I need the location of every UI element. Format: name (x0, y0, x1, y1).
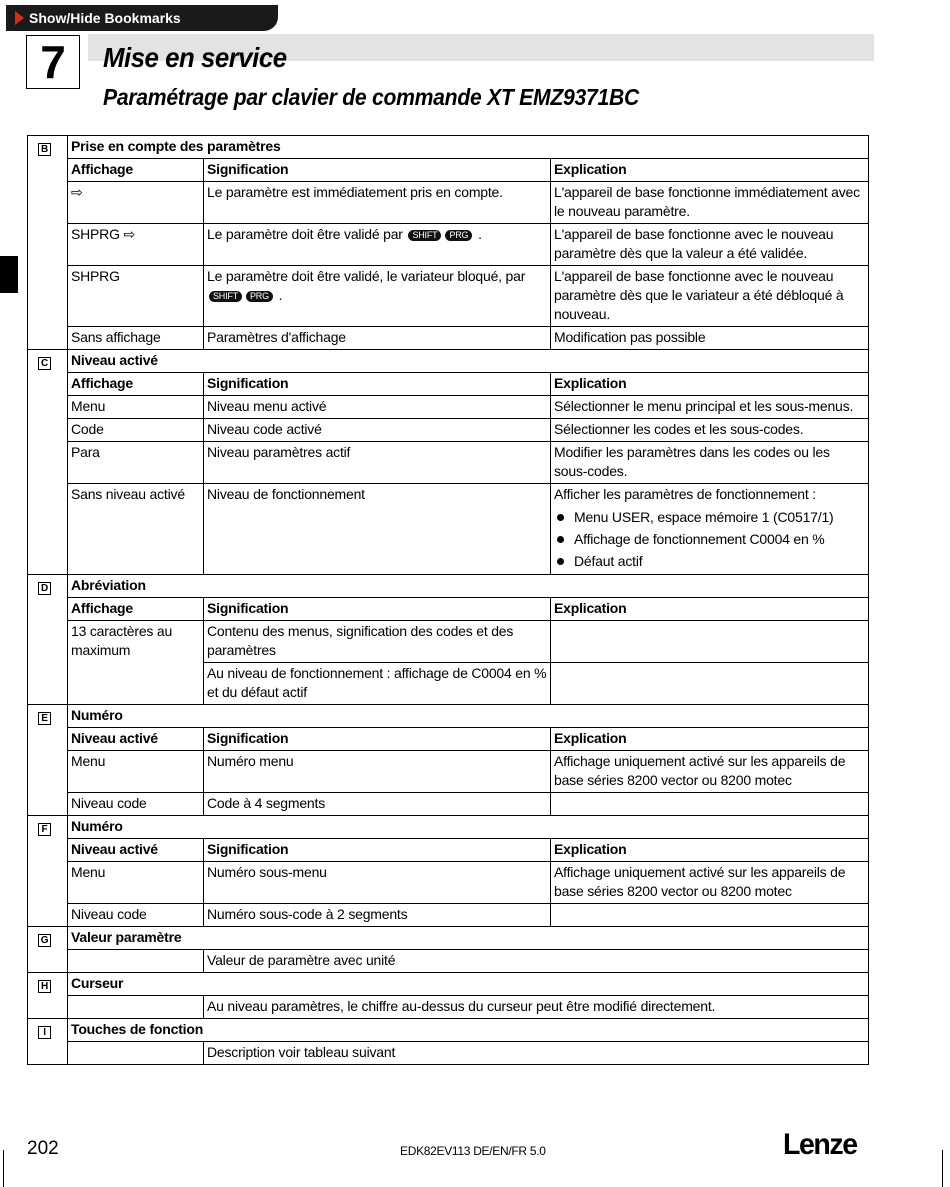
table-cell: Sans niveau activé (68, 484, 204, 575)
prg-key-icon: PRG (445, 230, 472, 241)
prg-key-icon: PRG (246, 291, 273, 302)
section-title: Niveau activé (68, 350, 869, 373)
table-cell: Modifier les paramètres dans les codes ou les sous-codes. (551, 442, 869, 484)
list-item: Affichage de fonctionnement C0004 en % (554, 528, 865, 550)
section-title: Valeur paramètre (68, 927, 869, 950)
document-id: EDK82EV113 DE/EN/FR 5.0 (400, 1144, 546, 1158)
table-cell: Niveau menu activé (204, 396, 551, 419)
column-header: Explication (551, 728, 869, 751)
table-cell: Le paramètre doit être validé par SHIFT PRG . (204, 224, 551, 266)
show-hide-bookmarks-button[interactable] (6, 5, 278, 31)
column-header: Signification (204, 839, 551, 862)
section-letter: I (28, 1019, 68, 1065)
table-cell: Niveau code activé (204, 419, 551, 442)
table-row (28, 793, 869, 816)
table-cell: L'appareil de base fonctionne avec le nouveau paramètre dès que la valeur a été validée. (551, 224, 869, 266)
shift-key-icon: SHIFT (209, 291, 242, 302)
column-header: Explication (551, 598, 869, 621)
table-row (28, 327, 869, 350)
chapter-side-marker (0, 256, 18, 293)
lenze-logo: Lenze (783, 1128, 857, 1161)
table-cell (551, 621, 869, 663)
column-header: Signification (204, 159, 551, 182)
table-cell: L'appareil de base fonctionne immédiatement avec le nouveau paramètre. (551, 182, 869, 224)
table-cell: Modification pas possible (551, 327, 869, 350)
table-row (28, 996, 869, 1019)
table-row (28, 862, 869, 904)
table-cell: Au niveau paramètres, le chiffre au-dessus du curseur peut être modifié directement. (204, 996, 869, 1019)
section-letter: F (28, 816, 68, 927)
table-row (28, 950, 869, 973)
table-cell: Niveau de fonctionnement (204, 484, 551, 575)
section-title: Touches de fonction (68, 1019, 869, 1042)
section-title: Numéro (68, 816, 869, 839)
section-letter: C (28, 350, 68, 575)
table-cell (551, 663, 869, 705)
table-cell (68, 996, 204, 1019)
section-title: Abréviation (68, 575, 869, 598)
column-header: Explication (551, 159, 869, 182)
table-cell: Paramètres d'affichage (204, 327, 551, 350)
section-letter: G (28, 927, 68, 973)
table-row (28, 1042, 869, 1065)
column-header: Affichage (68, 373, 204, 396)
column-header: Explication (551, 839, 869, 862)
column-header: Signification (204, 728, 551, 751)
list-item: Défaut actif (554, 550, 865, 572)
table-row (28, 396, 869, 419)
table-cell: Affichage uniquement activé sur les appareils de base séries 8200 vector ou 8200 motec (551, 862, 869, 904)
column-header: Signification (204, 373, 551, 396)
list-item: Menu USER, espace mémoire 1 (C0517/1) (554, 506, 865, 528)
table-cell (68, 1042, 204, 1065)
table-cell: Affichage uniquement activé sur les appareils de base séries 8200 vector ou 8200 motec (551, 751, 869, 793)
table-cell (68, 950, 204, 973)
table-row (28, 419, 869, 442)
margin-line (942, 1150, 943, 1187)
table-cell: Sans affichage (68, 327, 204, 350)
bookmarks-label: Show/Hide Bookmarks (29, 10, 181, 26)
table-row (28, 751, 869, 793)
table-cell: L'appareil de base fonctionne avec le nouveau paramètre dès que le variateur a été débloqué à nouveau. (551, 266, 869, 327)
shift-key-icon: SHIFT (408, 230, 441, 241)
table-row (28, 182, 869, 224)
table-cell: Para (68, 442, 204, 484)
table-cell: Le paramètre doit être validé, le variateur bloqué, par SHIFT PRG . (204, 266, 551, 327)
column-header: Signification (204, 598, 551, 621)
margin-line (3, 1150, 4, 1187)
table-row (28, 621, 869, 663)
table-cell: Niveau code (68, 793, 204, 816)
table-cell: Description voir tableau suivant (204, 1042, 869, 1065)
page-title: Mise en service (103, 42, 287, 73)
table-cell: Sélectionner le menu principal et les sous-menus. (551, 396, 869, 419)
table-row (28, 224, 869, 266)
page-subtitle: Paramétrage par clavier de commande XT EMZ9371BC (103, 84, 639, 110)
table-cell: Menu (68, 396, 204, 419)
table-cell: Valeur de paramètre avec unité (204, 950, 869, 973)
section-letter: E (28, 705, 68, 816)
table-cell: Afficher les paramètres de fonctionnement : Menu USER, espace mémoire 1 (C0517/1) Affichage de fonctionnement C0004 en % Défaut actif (551, 484, 869, 575)
table-cell: Menu (68, 862, 204, 904)
column-header: Affichage (68, 159, 204, 182)
column-header: Niveau activé (68, 839, 204, 862)
table-cell: Au niveau de fonctionnement : affichage de C0004 en % et du défaut actif (204, 663, 551, 705)
section-letter: D (28, 575, 68, 705)
table-cell: Sélectionner les codes et les sous-codes. (551, 419, 869, 442)
table-cell: 13 caractères au maximum (68, 621, 204, 705)
parameter-table (27, 135, 869, 1065)
table-cell: Numéro sous-menu (204, 862, 551, 904)
display-symbol: ⇨ (68, 182, 204, 224)
bullet-list (554, 506, 865, 572)
table-cell: Numéro sous-code à 2 segments (204, 904, 551, 927)
page-number: 202 (27, 1138, 59, 1159)
table-cell: SHPRG ⇨ (68, 224, 204, 266)
table-cell (551, 793, 869, 816)
section-letter: B (28, 136, 68, 350)
section-letter: H (28, 973, 68, 1019)
table-cell: Numéro menu (204, 751, 551, 793)
section-title: Numéro (68, 705, 869, 728)
table-cell (551, 904, 869, 927)
table-cell: Niveau code (68, 904, 204, 927)
table-cell: Niveau paramètres actif (204, 442, 551, 484)
table-cell: Contenu des menus, signification des codes et des paramètres (204, 621, 551, 663)
column-header: Affichage (68, 598, 204, 621)
table-cell: SHPRG (68, 266, 204, 327)
chapter-number: 7 (26, 35, 80, 89)
table-row (28, 904, 869, 927)
table-cell: Code (68, 419, 204, 442)
play-arrow-icon (15, 11, 24, 25)
table-row (28, 484, 869, 575)
section-title: Curseur (68, 973, 869, 996)
table-row (28, 266, 869, 327)
column-header: Niveau activé (68, 728, 204, 751)
table-cell: Code à 4 segments (204, 793, 551, 816)
table-cell: Le paramètre est immédiatement pris en compte. (204, 182, 551, 224)
table-row (28, 442, 869, 484)
section-title: Prise en compte des paramètres (68, 136, 869, 159)
table-cell: Menu (68, 751, 204, 793)
column-header: Explication (551, 373, 869, 396)
